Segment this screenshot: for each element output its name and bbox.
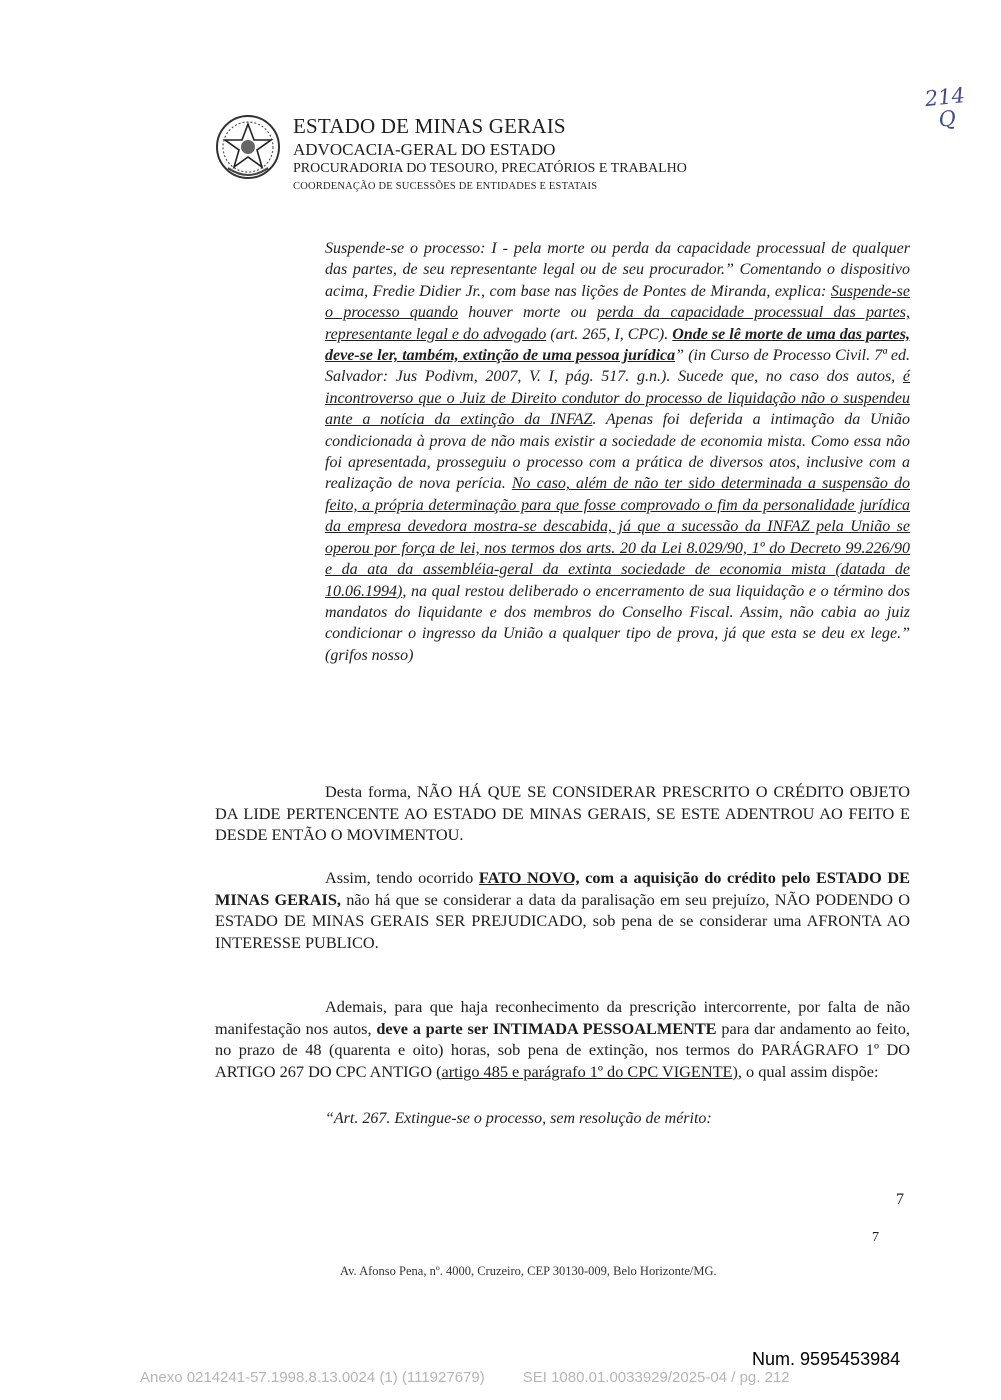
header-coordination: COORDENAÇÃO DE SUCESSÕES DE ENTIDADES E ESTATAIS xyxy=(293,181,598,192)
quote-underlined-text: é incontroverso que o Juiz de Direito condutor do processo de liquidação não o suspendeu ante a notícia da extinção da INFAZ xyxy=(325,368,910,429)
quote-text: houver morte ou xyxy=(457,304,597,322)
handwritten-initial: Q xyxy=(937,106,957,132)
paragraph-text: Ademais, para que haja reconhecimento da prescrição intercorrente, por falta de não manifestação nos autos, xyxy=(215,997,910,1038)
header-state-name: ESTADO DE MINAS GERAIS xyxy=(293,114,566,138)
quote-text: . Apenas foi deferida a intimação da União condicionada à prova de não mais existir a sociedade de economia mista. Como essa não foi apresentada, prosseguiu o processo com a prática de diversos atos, inclusive com a realização de nova perícia. xyxy=(325,411,911,493)
paragraph-bold-text: com a aquisição do crédito pelo ESTADO DE MINAS GERAIS, xyxy=(215,868,910,909)
paragraph-new-fact xyxy=(215,867,910,953)
quote-underlined-text: Suspende-se o processo quando xyxy=(325,282,910,322)
handwritten-annotation xyxy=(916,83,976,133)
quote-text: ” (in Curso de Processo Civil. 7ª ed. Salvador: Jus Podivm, 2007, V. I, pág. 517. g.n.). Sucede que, no caso dos autos, xyxy=(325,347,910,386)
sei-reference: SEI 1080.01.0033929/2025-04 / pg. 212 xyxy=(522,1369,790,1386)
paragraph-text: não há que se considerar a data da paralisação em seu prejuízo, NÃO PODENDO O ESTADO DE MINAS GERAIS SER PREJUDICADO, sob pena de se considerar uma AFRONTA AO INTERESSE PUBLICO. xyxy=(215,889,910,952)
quoted-jurisprudence xyxy=(325,238,910,666)
paragraph-bold-text: deve a parte ser INTIMADA PESSOALMENTE xyxy=(376,1018,717,1038)
header-agency-name: ADVOCACIA-GERAL DO ESTADO xyxy=(293,140,556,159)
paragraph-text: , o qual assim dispõe: xyxy=(737,1061,879,1081)
quote-text: , na qual restou deliberado o encerramento de sua liquidação e o término dos mandatos do liquidante e dos membros do Conselho Fiscal. Assim, não cabia ao juiz condicionar o ingresso da União a qualquer tipo de prova, já que esta se deu ex lege.” (grifos nosso) xyxy=(325,582,910,664)
paragraph-text: Assim, tendo ocorrido xyxy=(325,868,479,887)
annex-reference: Anexo 0214241-57.1998.8.13.0024 (1) (111927679) xyxy=(140,1369,485,1386)
paragraph-prescription xyxy=(215,781,910,846)
paragraph-intercurrent-prescription xyxy=(215,996,910,1082)
document-number-stamp: Num. 9595453984 xyxy=(752,1349,901,1369)
paragraph-bold-underlined-text: FATO NOVO, xyxy=(478,868,580,887)
handwritten-page-number: 214 xyxy=(923,83,967,112)
page-number-small: 7 xyxy=(872,1230,879,1245)
quote-text: Suspende-se o processo: I - pela morte ou perda da capacidade processual de qualquer das partes, de seu representante legal ou de seu procurador.” Comentando o dispositivo acima, Fredie Didier Jr., com base nas lições de Pontes de Miranda, explica: xyxy=(325,240,910,300)
state-seal-icon xyxy=(214,112,282,182)
quote-text: (art. 265, I, CPC). xyxy=(546,325,673,343)
page-number: 7 xyxy=(896,1191,904,1208)
quote-bold-underlined-text: Onde se lê morte de uma das partes, deve-se ler, também, extinção de uma pessoa jurídica xyxy=(325,325,910,365)
quote-underlined-text: perda da capacidade processual das partes, representante legal e do advogado xyxy=(325,304,910,343)
article-quote: “Art. 267. Extingue-se o processo, sem resolução de mérito: xyxy=(325,1110,712,1127)
footer-address: Av. Afonso Pena, nº. 4000, Cruzeiro, CEP 30130-009, Belo Horizonte/MG. xyxy=(340,1264,717,1278)
sei-watermark xyxy=(140,1369,880,1386)
paragraph-underlined-text: (artigo 485 e parágrafo 1º do CPC VIGENTE) xyxy=(436,1061,738,1081)
quote-underlined-text: No caso, além de não ter sido determinada a suspensão do feito, a própria determinação para que fosse comprovado o fim da personalidade jurídica da empresa devedora mostra-se descabida, já que a sucessão da INFAZ pela União se operou por força de lei, nos termos dos arts. 20 da Lei 8.029/90, 1º do Decreto 99.226/90 e da ata da assembléia-geral da extinta sociedade de economia mista (datada de 10.06.1994) xyxy=(325,475,910,600)
paragraph-text: para dar andamento ao feito, no prazo de 48 (quarenta e oito) horas, sob pena de extinção, nos termos do PARÁGRAFO 1º DO ARTIGO 267 DO CPC ANTIGO xyxy=(215,1018,910,1081)
paragraph-text: Desta forma, NÃO HÁ QUE SE CONSIDERAR PRESCRITO O CRÉDITO OBJETO DA LIDE PERTENCENTE AO ESTADO DE MINAS GERAIS, SE ESTE ADENTROU AO FEITO E DESDE ENTÃO O MOVIMENTOU. xyxy=(215,782,910,844)
header-procuradoria: PROCURADORIA DO TESOURO, PRECATÓRIOS E TRABALHO xyxy=(293,161,687,176)
